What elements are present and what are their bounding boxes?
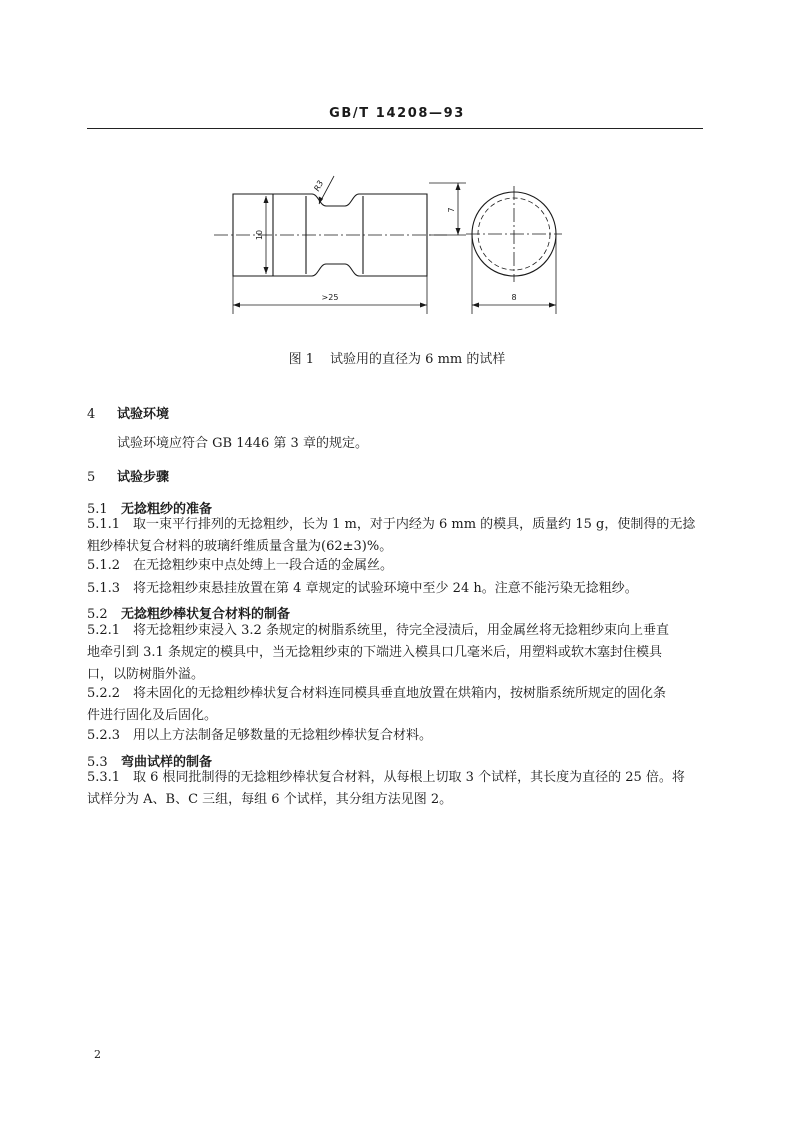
clause-number: 5.3.1 [87, 770, 121, 785]
paragraph-line: 口，以防树脂外溢。 [87, 667, 205, 682]
paragraph-line [87, 683, 703, 705]
section-number: 5.3 [87, 755, 108, 770]
paragraph-5-1-3 [87, 578, 703, 600]
dim-label-radius: R3 [312, 179, 326, 193]
section-title: 试验环境 [117, 407, 170, 422]
paragraph-line [87, 555, 703, 577]
dim-label-end: 8 [511, 293, 517, 302]
paragraph-line [87, 578, 703, 600]
page-number: 2 [94, 1048, 101, 1061]
section-title: 弯曲试样的制备 [121, 755, 213, 770]
dim-label-length: >25 [321, 293, 339, 302]
section-title: 无捻粗纱棒状复合材料的制备 [121, 607, 291, 622]
paragraph-5-2-1 [87, 620, 703, 686]
clause-number: 5.1.1 [87, 517, 121, 532]
paragraph-line: 地牵引到 3.1 条规定的模具中，当无捻粗纱束的下端进入模具口几毫米后，用塑料或软木塞封住模具 [87, 645, 662, 660]
clause-text: 取一束平行排列的无捻粗纱，长为 1 m，对于内经为 6 mm 的模具，质量约 15 g，使制得的无捻 [133, 517, 696, 532]
section-title: 试验步骤 [117, 470, 170, 485]
clause-text: 将无捻粗纱束悬挂放置在第 4 章规定的试验环境中至少 24 h。注意不能污染无捻粗纱。 [133, 581, 638, 596]
clause-number: 5.2.3 [87, 728, 121, 743]
clause-text: 将无捻粗纱束浸入 3.2 条规定的树脂系统里，待完全浸渍后，用金属丝将无捻粗纱束向上垂直 [133, 623, 669, 638]
paragraph-line [87, 767, 703, 789]
paragraph-5-1-1 [87, 514, 703, 558]
section-title: 无捻粗纱的准备 [121, 502, 213, 517]
clause-text: 在无捻粗纱束中点处缚上一段合适的金属丝。 [133, 558, 394, 573]
clause-number: 5.2.1 [87, 623, 121, 638]
section-4-body: 试验环境应符合 GB 1446 第 3 章的规定。 [117, 436, 368, 451]
paragraph-5-2-2 [87, 683, 703, 727]
caption-number: 图 1 [288, 352, 315, 367]
section-number: 5 [87, 470, 96, 485]
section-number: 5.2 [87, 607, 108, 622]
section-4-heading [87, 403, 169, 422]
section-number: 5.1 [87, 502, 108, 517]
paragraph-5-1-2 [87, 555, 703, 577]
paragraph-line [87, 620, 703, 642]
clause-text: 取 6 根同批制得的无捻粗纱棒状复合材料，从每根上切取 3 个试样，其长度为直径的 25 倍。将 [133, 770, 685, 785]
section-5-heading [87, 466, 169, 485]
dim-label-neck: 7 [447, 207, 456, 213]
paragraph-line [87, 725, 703, 747]
paragraph-5-3-1 [87, 767, 703, 811]
clause-number: 5.2.2 [87, 686, 121, 701]
paragraph-line [87, 514, 703, 536]
paragraph-line: 粗纱棒状复合材料的玻璃纤维质量含量为(62±3)%。 [87, 539, 393, 554]
clause-text: 用以上方法制备足够数量的无捻粗纱棒状复合材料。 [133, 728, 433, 743]
document-header: GB/T 14208—93 [329, 106, 465, 121]
dim-label-diameter: 10 [255, 229, 264, 241]
paragraph-line: 件进行固化及后固化。 [87, 708, 218, 723]
clause-text: 将未固化的无捻粗纱棒状复合材料连同模具垂直地放置在烘箱内，按树脂系统所规定的固化条 [133, 686, 667, 701]
paragraph-5-2-3 [87, 725, 703, 747]
figure-caption [0, 348, 794, 367]
paragraph-line: 试样分为 A、B、C 三组，每组 6 个试样，其分组方法见图 2。 [87, 792, 453, 807]
specimen-figure [0, 0, 794, 340]
caption-text: 试验用的直径为 6 mm 的试样 [330, 352, 506, 367]
clause-number: 5.1.2 [87, 558, 121, 573]
clause-number: 5.1.3 [87, 581, 121, 596]
section-number: 4 [87, 407, 96, 422]
